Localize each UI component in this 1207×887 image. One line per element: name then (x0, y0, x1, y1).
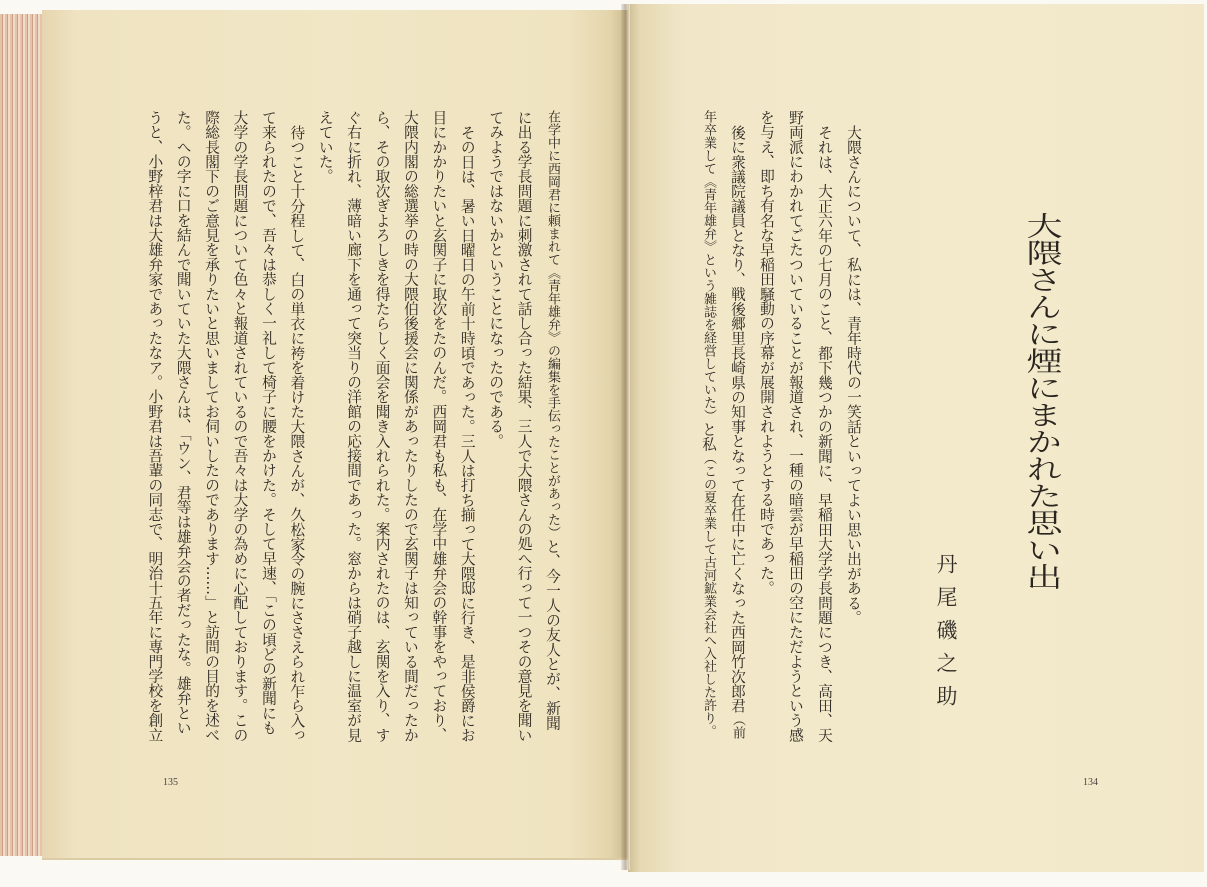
body-text: ぐ右に折れ、薄暗い廊下を通って突当りの洋館の応接間であった。窓からは硝子越しに温室が見 (345, 110, 363, 743)
text-column (254, 110, 282, 770)
note-text: （この夏卒業して古河鉱業会社へ入社した許り。 (701, 451, 716, 738)
text-column (396, 110, 424, 770)
text-column (367, 110, 395, 770)
text-column (282, 110, 310, 770)
chapter-title: 大隈さんに煙にまかれた思い出 (1021, 212, 1062, 590)
left-page-body-text (139, 110, 566, 770)
body-text: てみようではないかということになったのである。 (487, 110, 505, 449)
body-text: 後に衆議院議員となり、戦後郷里長崎県の知事となって在任中に亡くなった西岡竹次郎君 (729, 124, 746, 713)
body-text: ら、その取次ぎよろしきを得たらしく面会を聞き入れられた。案内されたのは、玄関を入り、す (373, 110, 391, 743)
note-text: （前 (730, 712, 745, 739)
text-column (781, 110, 810, 770)
text-column (452, 110, 480, 770)
body-text: 大学の学長問題について色々と報道されているので吾々は大学の為めに心配しております。この (231, 110, 249, 743)
body-text: 野両派にわかれてごたついていることが報道され、一種の暗雲が早稲田の空にただようという感 (787, 110, 804, 743)
note-text: 年卒業して《青年雄弁》という雑誌を経営していた） (701, 110, 716, 422)
text-column (752, 110, 781, 770)
text-column (694, 110, 723, 770)
page-number-left: 135 (163, 777, 178, 788)
body-text: 目にかかりたいと玄関子に取次をたのんだ。西岡君も私も、在学中雄弁会の幹事をやっており、 (430, 110, 448, 743)
body-text: 大隈さんについて、私には、青年時代の一笑話といってよい思い出がある。 (845, 124, 862, 625)
text-column (810, 110, 839, 770)
body-text: と私 (700, 422, 717, 452)
body-text: を与え、即ち有名な早稲田騒動の序幕が展開されようとする時であった。 (758, 110, 775, 596)
body-text: に出る学長問題に刺激されて話し合った結果、三人で大隈さんの処へ行って一つその意見を聞い (515, 110, 533, 743)
text-column (481, 110, 509, 770)
body-text: えていた。 (316, 110, 334, 184)
body-text: た。への字に口を結んで聞いていた大隈さんは、「ウン、君等は雄弁会の者だったな。雄弁とい (174, 110, 192, 735)
text-column (424, 110, 452, 770)
text-column (310, 110, 338, 770)
body-text: 大隈内閣の総選挙の時の大隈伯後援会に関係があったりしたので玄関子は知っている間だったか (401, 110, 419, 743)
text-column (339, 110, 367, 770)
text-column (225, 110, 253, 770)
spine-gutter-shadow (621, 4, 630, 870)
text-column (509, 110, 537, 770)
body-text: その日は、暑い日曜日の午前十時頃であった。三人は打ち揃って大隈邸に行き、是非侯爵にお (458, 124, 476, 743)
text-column (140, 110, 168, 770)
body-text: それは、大正六年の七月のこと、都下幾つかの新聞に、早稲田大学学長問題につき、高田、天 (816, 124, 833, 743)
body-text: 待つこと十分程して、白の単衣に袴を着けた大隈さんが、久松家令の腕にささえられ乍ら入っ (288, 124, 306, 743)
text-column (168, 110, 196, 770)
book-fore-edge (0, 14, 46, 856)
text-column (197, 110, 225, 770)
note-text: 在学中に西岡君に頼まれて《青年雄弁》の編集を手伝ったことがあった） (545, 110, 560, 539)
body-text: と、今一人の友人とが、新聞 (544, 539, 561, 731)
text-column (723, 110, 752, 770)
text-column (839, 110, 868, 770)
author-name: 丹尾磯之助 (934, 553, 958, 718)
body-text: うと、小野梓君は大雄弁家であったなア。小野君は吾輩の同志で、明治十五年に専門学校を創立 (146, 110, 164, 743)
text-column (538, 110, 566, 770)
body-text: て来られたので、吾々は恭しく一礼して椅子に腰をかけた。そして早速、「この頃どの新聞にも (259, 110, 277, 735)
page-number-right: 134 (1083, 777, 1098, 788)
body-text: 際総長閣下のご意見を承りたいと思いましてお伺いしたのであります……」と訪問の目的を述べ (203, 110, 221, 743)
right-page-body-text (693, 110, 868, 770)
